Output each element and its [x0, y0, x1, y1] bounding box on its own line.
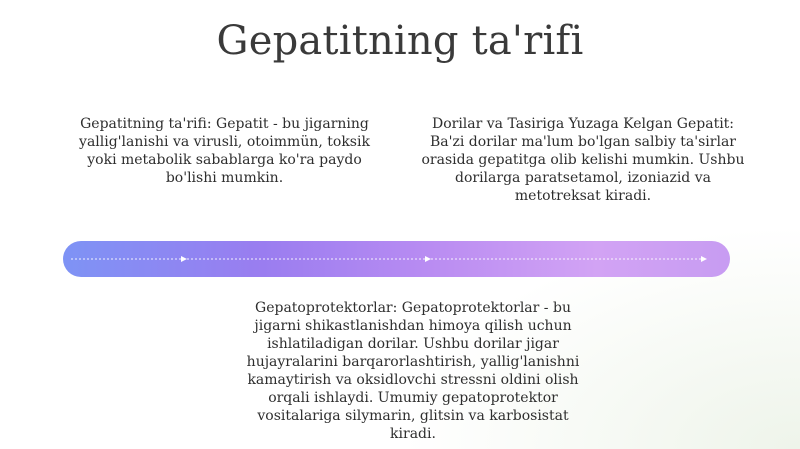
arrow-right-icon: [425, 256, 431, 262]
slide-title: Gepatitning ta'rifi: [216, 18, 584, 64]
timeline-bar: [63, 241, 730, 277]
hepatoprotectors-text: Gepatoprotektorlar: Gepatoprotektorlar - bu jigarni shikastlanishdan himoya qilish uchun ishlatiladigan dorilar. Ushbu dorilar jigar hujayralarini barqarorlashtirish, yallig'lanishni kamaytirish va oksidlovchi stressni oldini olish orqali ishlaydi. Umumiy gepatoprotektor vositalariga silymarin, glitsin va karbosistat kiradi.: [246, 300, 580, 442]
drug-induced-text: Dorilar va Tasiriga Yuzaga Kelgan Gepatit: Ba'zi dorilar ma'lum bo'lgan salbiy ta'sirlar orasida gepatitga olib kelishi mumkin. Ushbu dorilarga paratsetamol, izoniazid va metotreksat kiradi.: [421, 116, 745, 204]
timeline-arrows: [63, 241, 730, 277]
arrow-right-icon: [181, 256, 187, 262]
definition-text: Gepatitning ta'rifi: Gepatit - bu jigarning yallig'lanishi va virusli, otoimmün, toksik yoki metabolik sabablarga ko'ra paydo bo'lishi mumkin.: [79, 116, 370, 186]
arrow-right-icon: [701, 256, 707, 262]
